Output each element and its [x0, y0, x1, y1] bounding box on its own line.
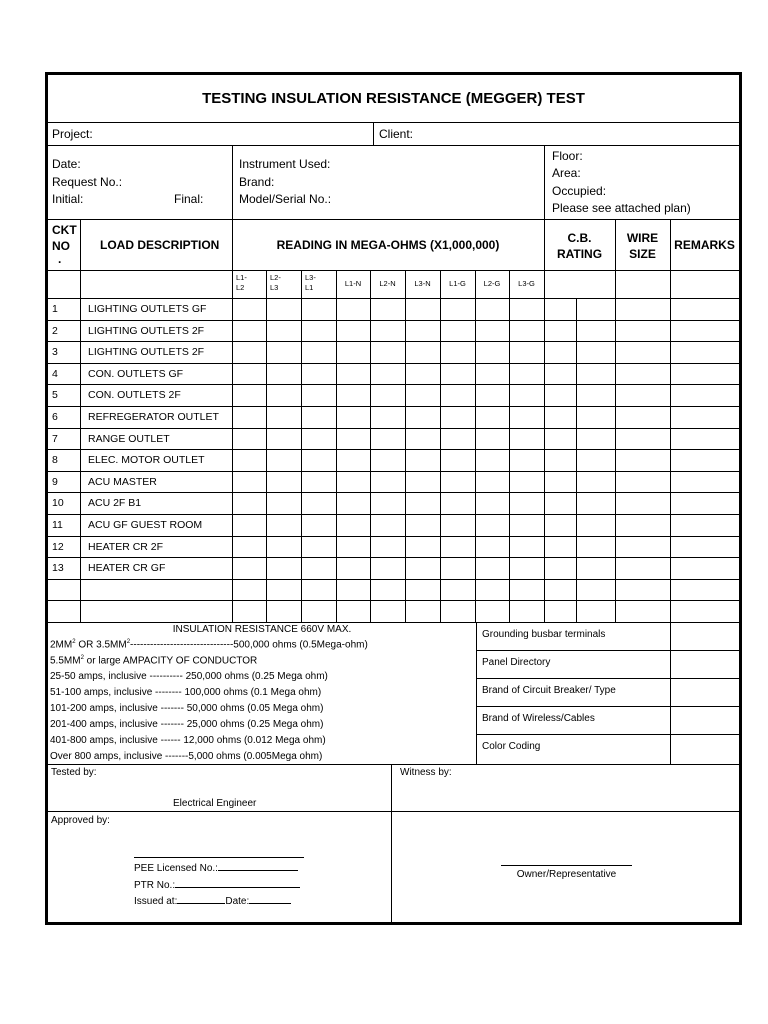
table-row	[48, 320, 739, 342]
subheader-6: L1-G	[449, 279, 466, 288]
load-description: LIGHTING OUTLETS 2F	[88, 346, 205, 359]
subheader-0: L1-	[236, 273, 247, 282]
table-row	[48, 298, 739, 320]
circuit-number: 13	[52, 562, 64, 575]
table-row	[48, 449, 739, 471]
subheader-0-b: L2	[236, 283, 245, 292]
project-label: Project:	[52, 127, 93, 141]
table-row	[48, 514, 739, 536]
table-row	[48, 428, 739, 450]
table-row	[48, 384, 739, 406]
rule	[476, 706, 739, 707]
rule	[232, 145, 233, 219]
insulation-title: INSULATION RESISTANCE 660V MAX.	[172, 624, 352, 635]
subheader-3: L1-N	[344, 279, 362, 288]
floor-label: Floor:	[552, 149, 583, 163]
subheader-8: L3-G	[518, 279, 535, 288]
table-row	[48, 557, 739, 579]
table-row	[48, 600, 739, 622]
plan-note: Please see attached plan)	[552, 201, 691, 215]
wire-size-header: WIRE	[626, 231, 659, 245]
final-label: Final:	[174, 192, 204, 206]
load-description: HEATER CR GF	[88, 562, 166, 575]
load-description: RANGE OUTLET	[88, 432, 170, 445]
rule	[544, 145, 545, 219]
load-description: REFREGERATOR OUTLET	[88, 411, 219, 423]
circuit-number: 1	[52, 303, 58, 315]
load-description: ACU 2F B1	[88, 497, 142, 510]
ckt-header-2: NO	[52, 239, 70, 253]
load-description: ELEC. MOTOR OUTLET	[88, 454, 205, 467]
model-label: Model/Serial No.:	[239, 192, 332, 206]
load-description: HEATER CR 2F	[88, 540, 164, 553]
owner-signature-line	[501, 865, 632, 866]
table-row	[48, 406, 739, 428]
rule	[373, 122, 374, 145]
insulation-line: 51-100 amps, inclusive -------- 100,000 ohms (0.1 Mega ohm)	[50, 686, 322, 698]
subheader-2-b: L1	[305, 283, 314, 292]
circuit-number: 6	[52, 411, 58, 423]
circuit-number: 12	[52, 540, 64, 553]
cb-rating-header-2: RATING	[556, 247, 603, 261]
load-description: ACU MASTER	[88, 475, 157, 488]
initial-label: Initial:	[52, 192, 84, 206]
load-description: CON. OUTLETS GF	[88, 367, 184, 380]
approved-by-label: Approved by:	[51, 815, 110, 826]
subheader-2: L3-	[305, 273, 316, 282]
load-description: LIGHTING OUTLETS 2F	[88, 324, 205, 337]
rule	[670, 622, 671, 764]
subheader-4: L2-N	[379, 279, 396, 288]
signature-line	[134, 857, 304, 858]
table-row	[48, 471, 739, 493]
rule	[476, 622, 477, 764]
subheader-1: L2-	[270, 273, 281, 282]
insulation-line: 101-200 amps, inclusive ------- 50,000 ohms (0.05 Mega ohm)	[50, 702, 324, 714]
insulation-line-2: $5.5MM^2$ or large AMPACITY OF CONDUCTOR	[50, 655, 258, 667]
form-title: TESTING INSULATION RESISTANCE (MEGGER) TEST	[202, 90, 585, 107]
client-label: Client:	[379, 127, 414, 141]
circuit-number: 3	[52, 346, 58, 359]
brand-label: Brand:	[239, 175, 275, 189]
rule	[476, 650, 739, 651]
electrical-engineer-label: Electrical Engineer	[173, 798, 257, 809]
circuit-number: 8	[52, 454, 58, 467]
subheader-7: L2-G	[483, 279, 501, 288]
rule	[48, 145, 739, 146]
checklist-item: Brand of Circuit Breaker/ Type	[482, 685, 616, 696]
checklist-item: Color Coding	[482, 741, 541, 752]
insulation-line: 201-400 amps, inclusive ------- 25,000 ohms (0.25 Mega ohm)	[50, 718, 324, 730]
instrument-label: Instrument Used:	[239, 157, 331, 171]
issued-at-label: Issued at: Date:	[134, 893, 291, 907]
cb-rating-header: C.B.	[567, 231, 592, 245]
checklist-item: Brand of Wireless/Cables	[482, 713, 595, 724]
insulation-line-1: $2MM^2$ OR $3.5MM^2-------------------------------500,000$ ohms (0.5Mega-ohm)	[50, 639, 368, 651]
ckt-header: CKT	[52, 223, 77, 237]
circuit-number: 4	[52, 367, 58, 380]
subheader-1-b: L3	[270, 283, 279, 292]
rule	[48, 219, 739, 220]
reading-header: READING IN MEGA-OHMS (X1,000,000)	[276, 238, 500, 252]
insulation-line: 25-50 amps, inclusive ---------- 250,000 ohms (0.25 Mega ohm)	[50, 671, 328, 682]
wire-size-header-2: SIZE	[629, 247, 656, 261]
table-row	[48, 536, 739, 558]
circuit-number: 11	[52, 519, 63, 531]
circuit-number: 10	[52, 497, 64, 510]
table-row	[48, 363, 739, 385]
form-frame	[45, 72, 742, 925]
insulation-line: Over 800 amps, inclusive -------5,000 ohms (0.005Mega ohm)	[50, 750, 323, 762]
ckt-header-3: .	[58, 252, 62, 266]
table-row	[48, 579, 739, 601]
ptr-no-label: PTR No.:	[134, 877, 300, 891]
owner-representative-label: Owner/Representative	[516, 869, 617, 880]
area-label: Area:	[552, 166, 581, 180]
load-description: CON. OUTLETS 2F	[88, 389, 181, 402]
circuit-number: 7	[52, 432, 58, 445]
remarks-header: REMARKS	[674, 238, 735, 252]
rule	[476, 678, 739, 679]
rule	[48, 764, 739, 765]
circuit-number: 5	[52, 389, 58, 402]
rule	[48, 122, 739, 123]
insulation-line: 401-800 amps, inclusive ------ 12,000 ohms (0.012 Mega ohm)	[50, 734, 326, 746]
rule	[476, 734, 739, 735]
checklist-item: Grounding busbar terminals	[482, 629, 606, 640]
rule	[48, 622, 739, 623]
checklist-item: Panel Directory	[482, 657, 551, 668]
table-row	[48, 492, 739, 514]
tested-by-label: Tested by:	[51, 767, 97, 778]
subheader-5: L3-N	[414, 279, 431, 288]
witness-by-label: Witness by:	[400, 767, 452, 778]
request-label: Request No.:	[52, 175, 123, 189]
pee-license-label: PEE Licensed No.:	[134, 860, 298, 874]
rule	[48, 811, 739, 812]
occupied-label: Occupied:	[552, 184, 607, 198]
circuit-number: 2	[52, 324, 58, 337]
date-label: Date:	[52, 157, 81, 171]
circuit-number: 9	[52, 475, 58, 488]
load-description-header: LOAD DESCRIPTION	[100, 238, 220, 252]
load-description: ACU GF GUEST ROOM	[88, 519, 203, 531]
load-description: LIGHTING OUTLETS GF	[88, 303, 207, 315]
rule	[48, 270, 739, 271]
table-row	[48, 341, 739, 363]
rule	[391, 764, 392, 925]
